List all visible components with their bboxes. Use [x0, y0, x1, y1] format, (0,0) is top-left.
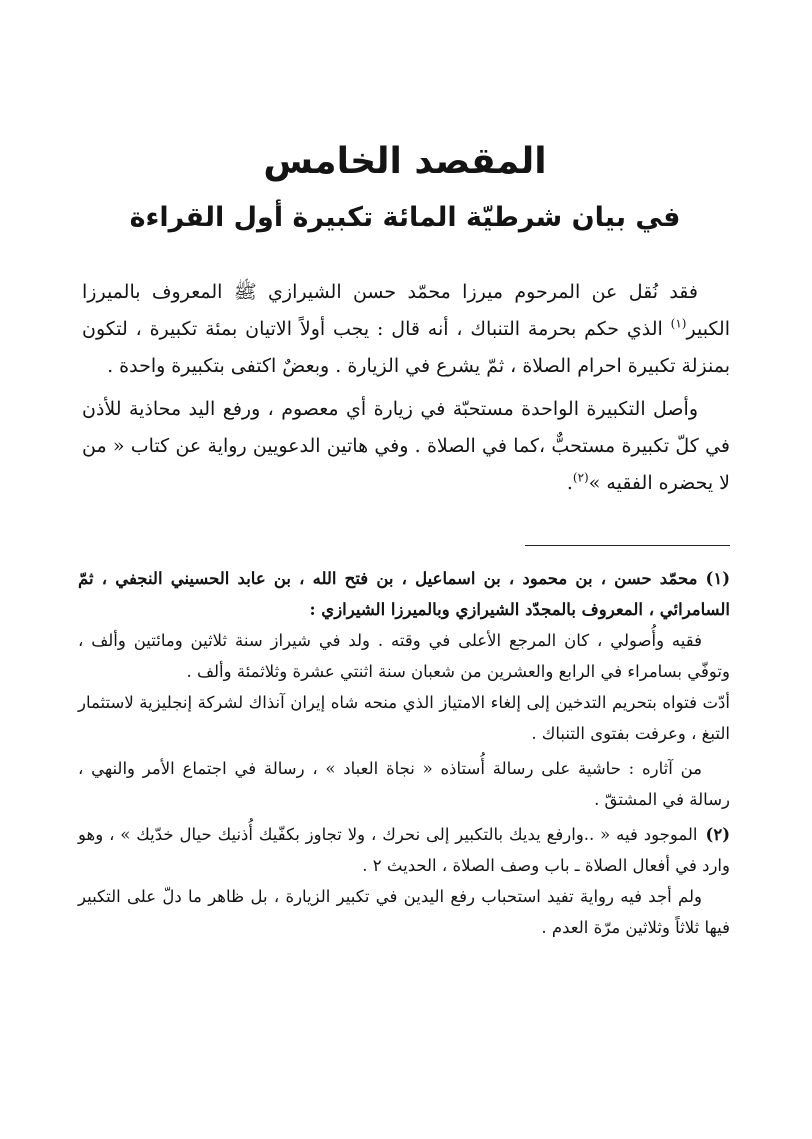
paragraph-1-text-a: فقد نُقل عن المرحوم ميرزا محمّد حسن الشيرازي ﷺ المعروف بالميرزا الكبير — [82, 281, 730, 340]
footnote-1-paragraph-3: من آثاره : حاشية على رسالة أُستاذه « نجاة العباد » ، رسالة في اجتماع الأمر والنهي ، رسالة في المشتقّ . — [78, 759, 730, 809]
footnote-ref-1: (١) — [670, 316, 687, 331]
footnote-2-head — [78, 819, 730, 881]
footnote-1-number: (١) — [705, 569, 730, 588]
footnote-1-paragraph-2: أدّت فتواه بتحريم التدخين إلى إلغاء الامتياز الذي منحه شاه إيران آنذاك لشركة إنجليزية لاستثمار التبغ ، وعرفت بفتوى التنباك . — [78, 693, 730, 743]
footnotes — [78, 563, 730, 943]
footnote-2-text: الموجود فيه « ..وارفع يديك بالتكبير إلى نحرك ، ولا تجاوز بكفّيك أُذنيك حيال خدّيك » ، وهو وارد في أفعال الصلاة ـ باب وصف الصلاة ، الحديث ٢ . — [78, 825, 730, 875]
footnote-1-head — [78, 563, 730, 625]
paragraph-1 — [82, 274, 730, 385]
footnote-separator — [525, 545, 730, 546]
footnote-2-paragraph-2: ولم أجد فيه رواية تفيد استحباب رفع اليدين في تكبير الزيارة ، بل ظاهر ما دلّ على التكبير فيها ثلاثاً وثلاثين مرّة العدم . — [78, 887, 730, 937]
paragraph-2 — [82, 391, 730, 502]
footnote-1-heading: محمّد حسن ، بن محمود ، بن اسماعيل ، بن فتح الله ، بن عابد الحسيني النجفي ، ثمّ السامرائي ، المعروف بالمجدّد الشيرازي وبالميرزا الشيرازي : — [78, 569, 730, 619]
main-text — [82, 274, 730, 502]
paragraph-2-end: . — [566, 472, 573, 494]
footnote-1-paragraph-1: فقيه وأُصولي ، كان المرجع الأعلى في وقته . ولد في شيراز سنة ثلاثين ومائتين وألف ، وتوفّي بسامراء في الرابع والعشرين من شعبان سنة اثنتي عشرة وثلاثمئة وألف . — [78, 631, 730, 681]
chapter-subtitle: في بيان شرطيّة المائة تكبيرة أول القراءة — [129, 202, 681, 233]
paragraph-2-text: وأصل التكبيرة الواحدة مستحبّة في زيارة أي معصوم ، ورفع اليد محاذية للأذن في كلّ تكبيرة مستحبٌّ ،كما في الصلاة . وفي هاتين الدعويين رواية عن كتاب « من لا يحضره الفقيه » — [82, 398, 730, 494]
footnote-2-number: (٢) — [705, 825, 730, 844]
chapter-title: المقصد الخامس — [263, 141, 547, 182]
footnote-ref-2: (٢) — [572, 470, 589, 485]
paragraph-1-text-b: الذي حكم بحرمة التنباك ، أنه قال : يجب أولاً الاتيان بمئة تكبيرة ، لتكون بمنزلة تكبيرة احرام الصلاة ، ثمّ يشرع في الزيارة . وبعضٌ اكتفى بتكبيرة واحدة . — [82, 318, 730, 377]
